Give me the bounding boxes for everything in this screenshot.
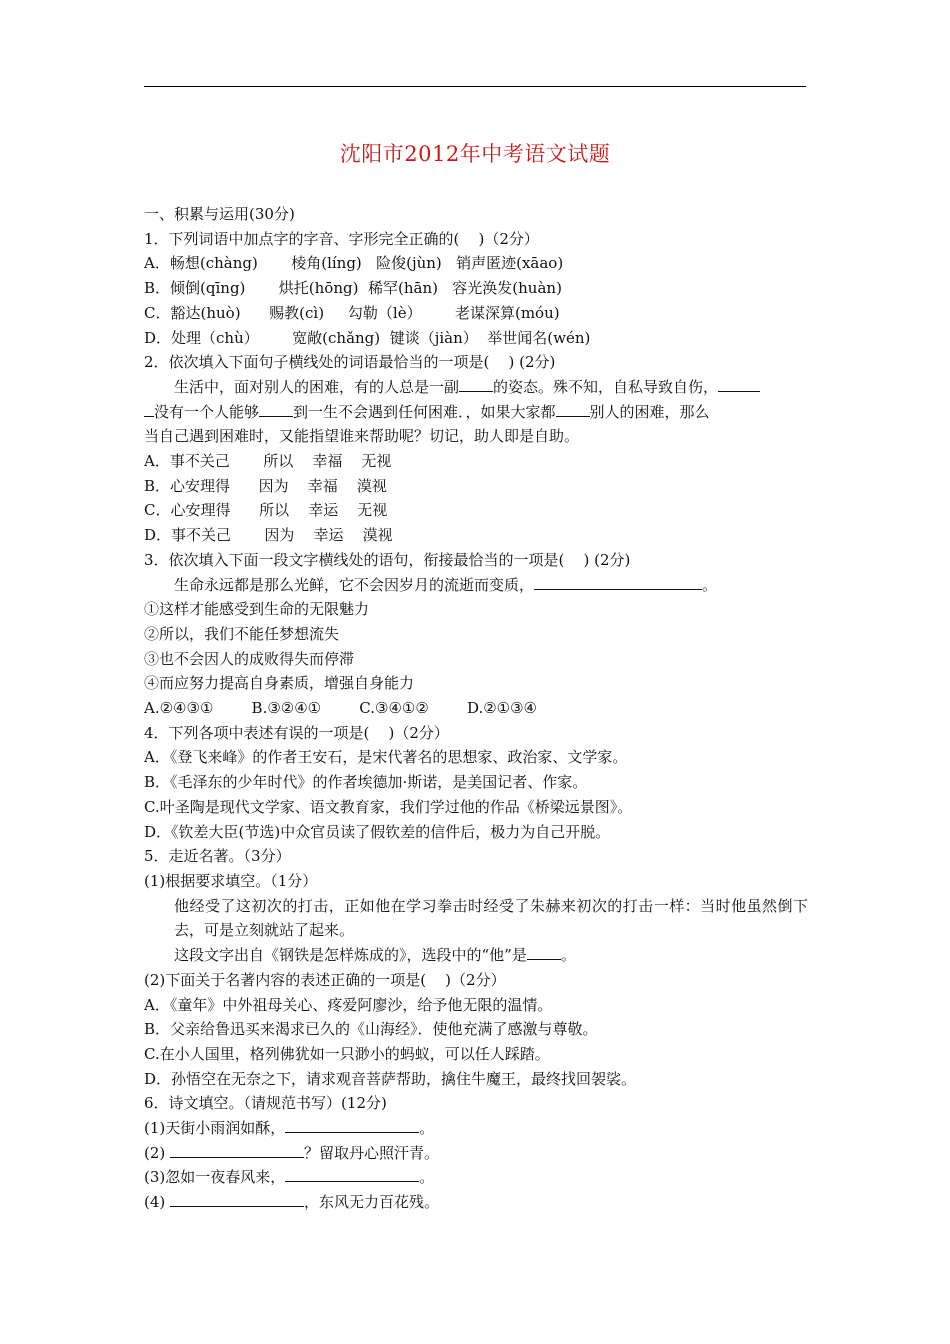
section-heading: 一、积累与运用(30分) — [144, 205, 295, 223]
q5-option-d: D．孙悟空在无奈之下，请求观音菩萨帮助，擒住牛魔王，最终找回袈裟。 — [144, 1069, 637, 1088]
q2-passage: 生活中，面对别人的困难，有的人总是一副 的姿态。殊不知，自私导致自伤， — [144, 375, 808, 400]
q3-sentence-4: ④而应努力提高自身素质，增强自身能力 — [144, 674, 415, 693]
q2-passage-cont: 没有一个人能够 到一生不会遇到任何困难．，如果大家都 别人的困难，那么 — [144, 400, 808, 425]
q4-stem: 4．下列各项中表述有误的一项是( )（2分） — [144, 723, 449, 742]
q3-sentence-1: ①这样才能感受到生命的无限魅力 — [144, 600, 370, 619]
q2-option-b: B．心安理得 因为 幸福 漠视 — [144, 476, 387, 495]
q1-option-b: B．倾倒(qīng) 烘托(hōng) 稀罕(hān) 容光涣发(huàn) — [144, 279, 562, 298]
exam-content — [144, 202, 808, 1215]
q1-option-c: C．豁达(huò) 赐教(cì) 勾勒（lè） 老谋深算(móu) — [144, 303, 560, 322]
q4-option-b: B．《毛泽东的少年时代》的作者埃德加·斯诺，是美国记者、作家。 — [144, 773, 588, 792]
q5-quote: 他经受了这初次的打击，正如他在学习拳击时经受了朱赫来初次的打击一样：当时他虽然倒下去，可是立刻就站了起来。 — [174, 896, 808, 940]
q4-option-d: D．《钦差大臣(节选)中众官员读了假钦差的信件后，极力为自己开脱。 — [144, 822, 611, 841]
q4-option-a: A．《登飞来峰》的作者王安石，是宋代著名的思想家、政治家、文学家。 — [144, 748, 628, 767]
q5-option-c: C.在小人国里，格列佛犹如一只渺小的蚂蚁，可以任人踩踏。 — [144, 1044, 550, 1063]
q2-option-a: A．事不关己 所以 幸福 无视 — [144, 452, 392, 471]
q3-stem: 3．依次填入下面一段文字横线处的语句，衔接最恰当的一项是( ) (2分) — [144, 550, 631, 569]
q6-line-4: (4) ，东风无力百花残。 — [144, 1193, 440, 1212]
q2-passage-end: 当自己遇到困难时，又能指望谁来帮助呢？切记，助人即是自助。 — [144, 427, 580, 446]
q3-sentence-3: ③也不会因人的成败得失而停滞 — [144, 649, 355, 668]
q3-options: A.②④③① B.③②④① C.③④①② D.②①③④ — [144, 699, 538, 718]
q5-fill: 这段文字出自《钢铁是怎样炼成的》，选段中的“他”是 。 — [174, 946, 576, 965]
q5-option-a: A．《童年》中外祖母关心、疼爱阿廖沙，给予他无限的温情。 — [144, 995, 553, 1014]
q6-line-3: (3)忽如一夜春风来， 。 — [144, 1168, 435, 1187]
q2-option-c: C．心安理得 所以 幸运 无视 — [144, 501, 388, 520]
q1-option-d: D．处理（chù） 宽敞(chǎng) 键谈（jiàn） 举世闻名(wén) — [144, 328, 591, 347]
q3-passage: 生命永远都是那么光鲜，它不会因岁月的流逝而变质， 。 — [174, 575, 718, 594]
q1-stem: 1．下列词语中加点字的字音、字形完全正确的( )（2分） — [144, 229, 539, 248]
q4-option-c: C.叶圣陶是现代文学家、语文教育家，我们学过他的作品《桥梁远景图》。 — [144, 797, 633, 816]
q2-stem: 2．依次填入下面句子横线处的词语最恰当的一项是( ) (2分) — [144, 353, 556, 372]
q6-stem: 6．诗文填空。（请规范书写）(12分) — [144, 1094, 387, 1113]
page-title: 沈阳市2012年中考语文试题 — [339, 142, 611, 166]
q1-option-a: A．畅想(chàng) 棱角(líng) 险俊(jùn) 销声匿迹(xāao) — [144, 254, 564, 273]
header-rule — [144, 86, 806, 87]
q6-line-1: (1)天街小雨润如酥， 。 — [144, 1119, 435, 1138]
q5-stem: 5．走近名著。（3分） — [144, 847, 291, 866]
q3-sentence-2: ②所以，我们不能任梦想流失 — [144, 624, 340, 643]
q5-part1: (1)根据要求填空。（1分） — [144, 871, 318, 890]
q2-option-d: D．事不关己 因为 幸运 漠视 — [144, 526, 393, 545]
q6-line-2: (2) ？留取丹心照汗青。 — [144, 1143, 440, 1162]
q5-option-b: B．父亲给鲁迅买来渴求已久的《山海经》．使他充满了感激与尊敬。 — [144, 1020, 598, 1039]
q5-part2: (2)下面关于名著内容的表述正确的一项是( )（2分） — [144, 970, 506, 989]
